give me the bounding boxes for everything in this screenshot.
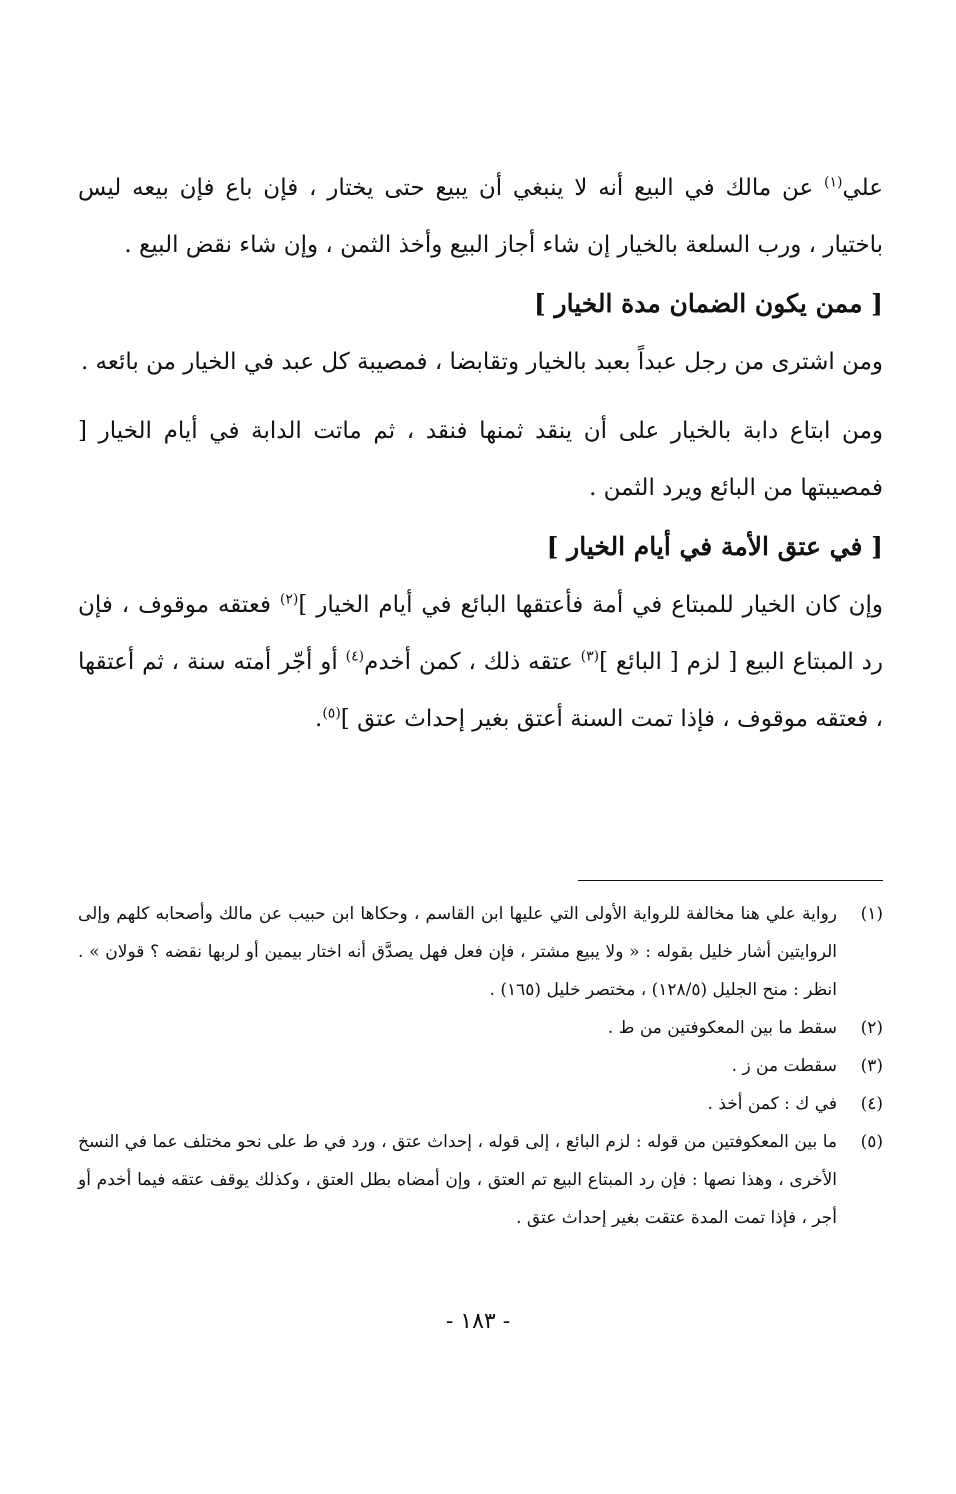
footnote-5 — [78, 1123, 883, 1237]
footnote-2 — [78, 1009, 883, 1047]
footnote-text: سقط ما بين المعكوفتين من ط . — [607, 1018, 837, 1038]
paragraph-3: ومن ابتاع دابة بالخيار على أن ينقد ثمنها فنقد ، ثم ماتت الدابة في أيام الخيار [ فمصيبتها من البائع ويرد الثمن . — [78, 418, 883, 501]
paragraph-1-rest: عن مالك في البيع أنه لا ينبغي أن يبيع حتى يختار ، فإن باع فإن بيعه ليس باختيار ، ورب السلعة بالخيار إن شاء أجاز البيع وأخذ الثمن ، وإن شاء نقض البيع . — [78, 175, 883, 258]
footnote-ref-4[interactable]: (٤) — [345, 648, 365, 665]
footnote-text: في ك : كمن أخذ . — [707, 1094, 837, 1114]
page-number: - ١٨٣ - — [445, 1309, 511, 1334]
footnote-text: ما بين المعكوفتين من قوله : لزم البائع ، إلى قوله ، إحداث عتق ، ورد في ط على نحو مختلف عما في النسخ الأخرى ، وهذا نصها : فإن رد المبتاع البيع تم العتق ، وإن أمضاه بطل العتق ، وكذلك يوقف عتقه فيما أخدم أو أجر ، فإذا تمت المدة عتقت بغير إحداث عتق . — [78, 1132, 837, 1228]
paragraph-4-part-3: عتقه ذلك ، كمن أخدم — [364, 649, 581, 675]
footnote-text: سقطت من ز . — [731, 1056, 837, 1076]
footnote-3 — [78, 1047, 883, 1085]
footnote-ref-2[interactable]: (٢) — [279, 591, 299, 608]
section-heading-2: [ في عتق الأمة في أيام الخيار ] — [546, 532, 883, 561]
footnote-number: (٢) — [860, 1018, 883, 1038]
section-heading-1: [ ممن يكون الضمان مدة الخيار ] — [533, 289, 883, 318]
footnote-1 — [78, 895, 883, 1009]
paragraph-1 — [78, 160, 883, 274]
footnote-number: (٥) — [860, 1132, 883, 1152]
paragraph-4-part-4: أو أجّر أمته سنة ، ثم أعتقها ، فعتقه موقوف ، فإذا تمت السنة أعتق بغير إحداث عتق ] — [78, 649, 883, 732]
footnote-ref-3[interactable]: (٣) — [580, 648, 600, 665]
footnote-ref-5[interactable]: (٥) — [322, 705, 341, 722]
paragraph-4-part-1: وإن كان الخيار للمبتاع في أمة فأعتقها البائع في أيام الخيار ] — [298, 592, 883, 618]
paragraph-4-part-2: فعتقه موقوف ، فإن رد المبتاع البيع [ لزم [ البائع ] — [78, 592, 884, 675]
footnote-number: (٣) — [860, 1056, 883, 1076]
footnote-text: رواية علي هنا مخالفة للرواية الأولى التي عليها ابن القاسم ، وحكاها ابن حبيب عن مالك وأصحابه كلهم وإلى الروايتين أشار خليل بقوله : « ولا يبيع مشتر ، فإن فعل فهل يصدَّق أنه اختار بيمين أو لربها نقضه ؟ قولان » . انظر : منح الجليل (١٢٨/٥) ، مختصر خليل (١٦٥) . — [78, 904, 837, 1000]
paragraph-4 — [78, 577, 883, 748]
footnote-ref-1[interactable]: (١) — [824, 174, 843, 191]
footnotes — [78, 895, 883, 1237]
footnote-number: (٤) — [860, 1094, 883, 1114]
paragraph-4-part-5: . — [315, 706, 323, 732]
footnote-number: (١) — [860, 904, 883, 924]
paragraph-2: ومن اشترى من رجل عبداً بعبد بالخيار وتقابضا ، فمصيبة كل عبد في الخيار من بائعه . — [80, 349, 883, 375]
main-text — [78, 160, 883, 748]
paragraph-1-start: علي — [842, 175, 883, 201]
footnote-separator — [578, 880, 883, 881]
footnote-4 — [78, 1085, 883, 1123]
